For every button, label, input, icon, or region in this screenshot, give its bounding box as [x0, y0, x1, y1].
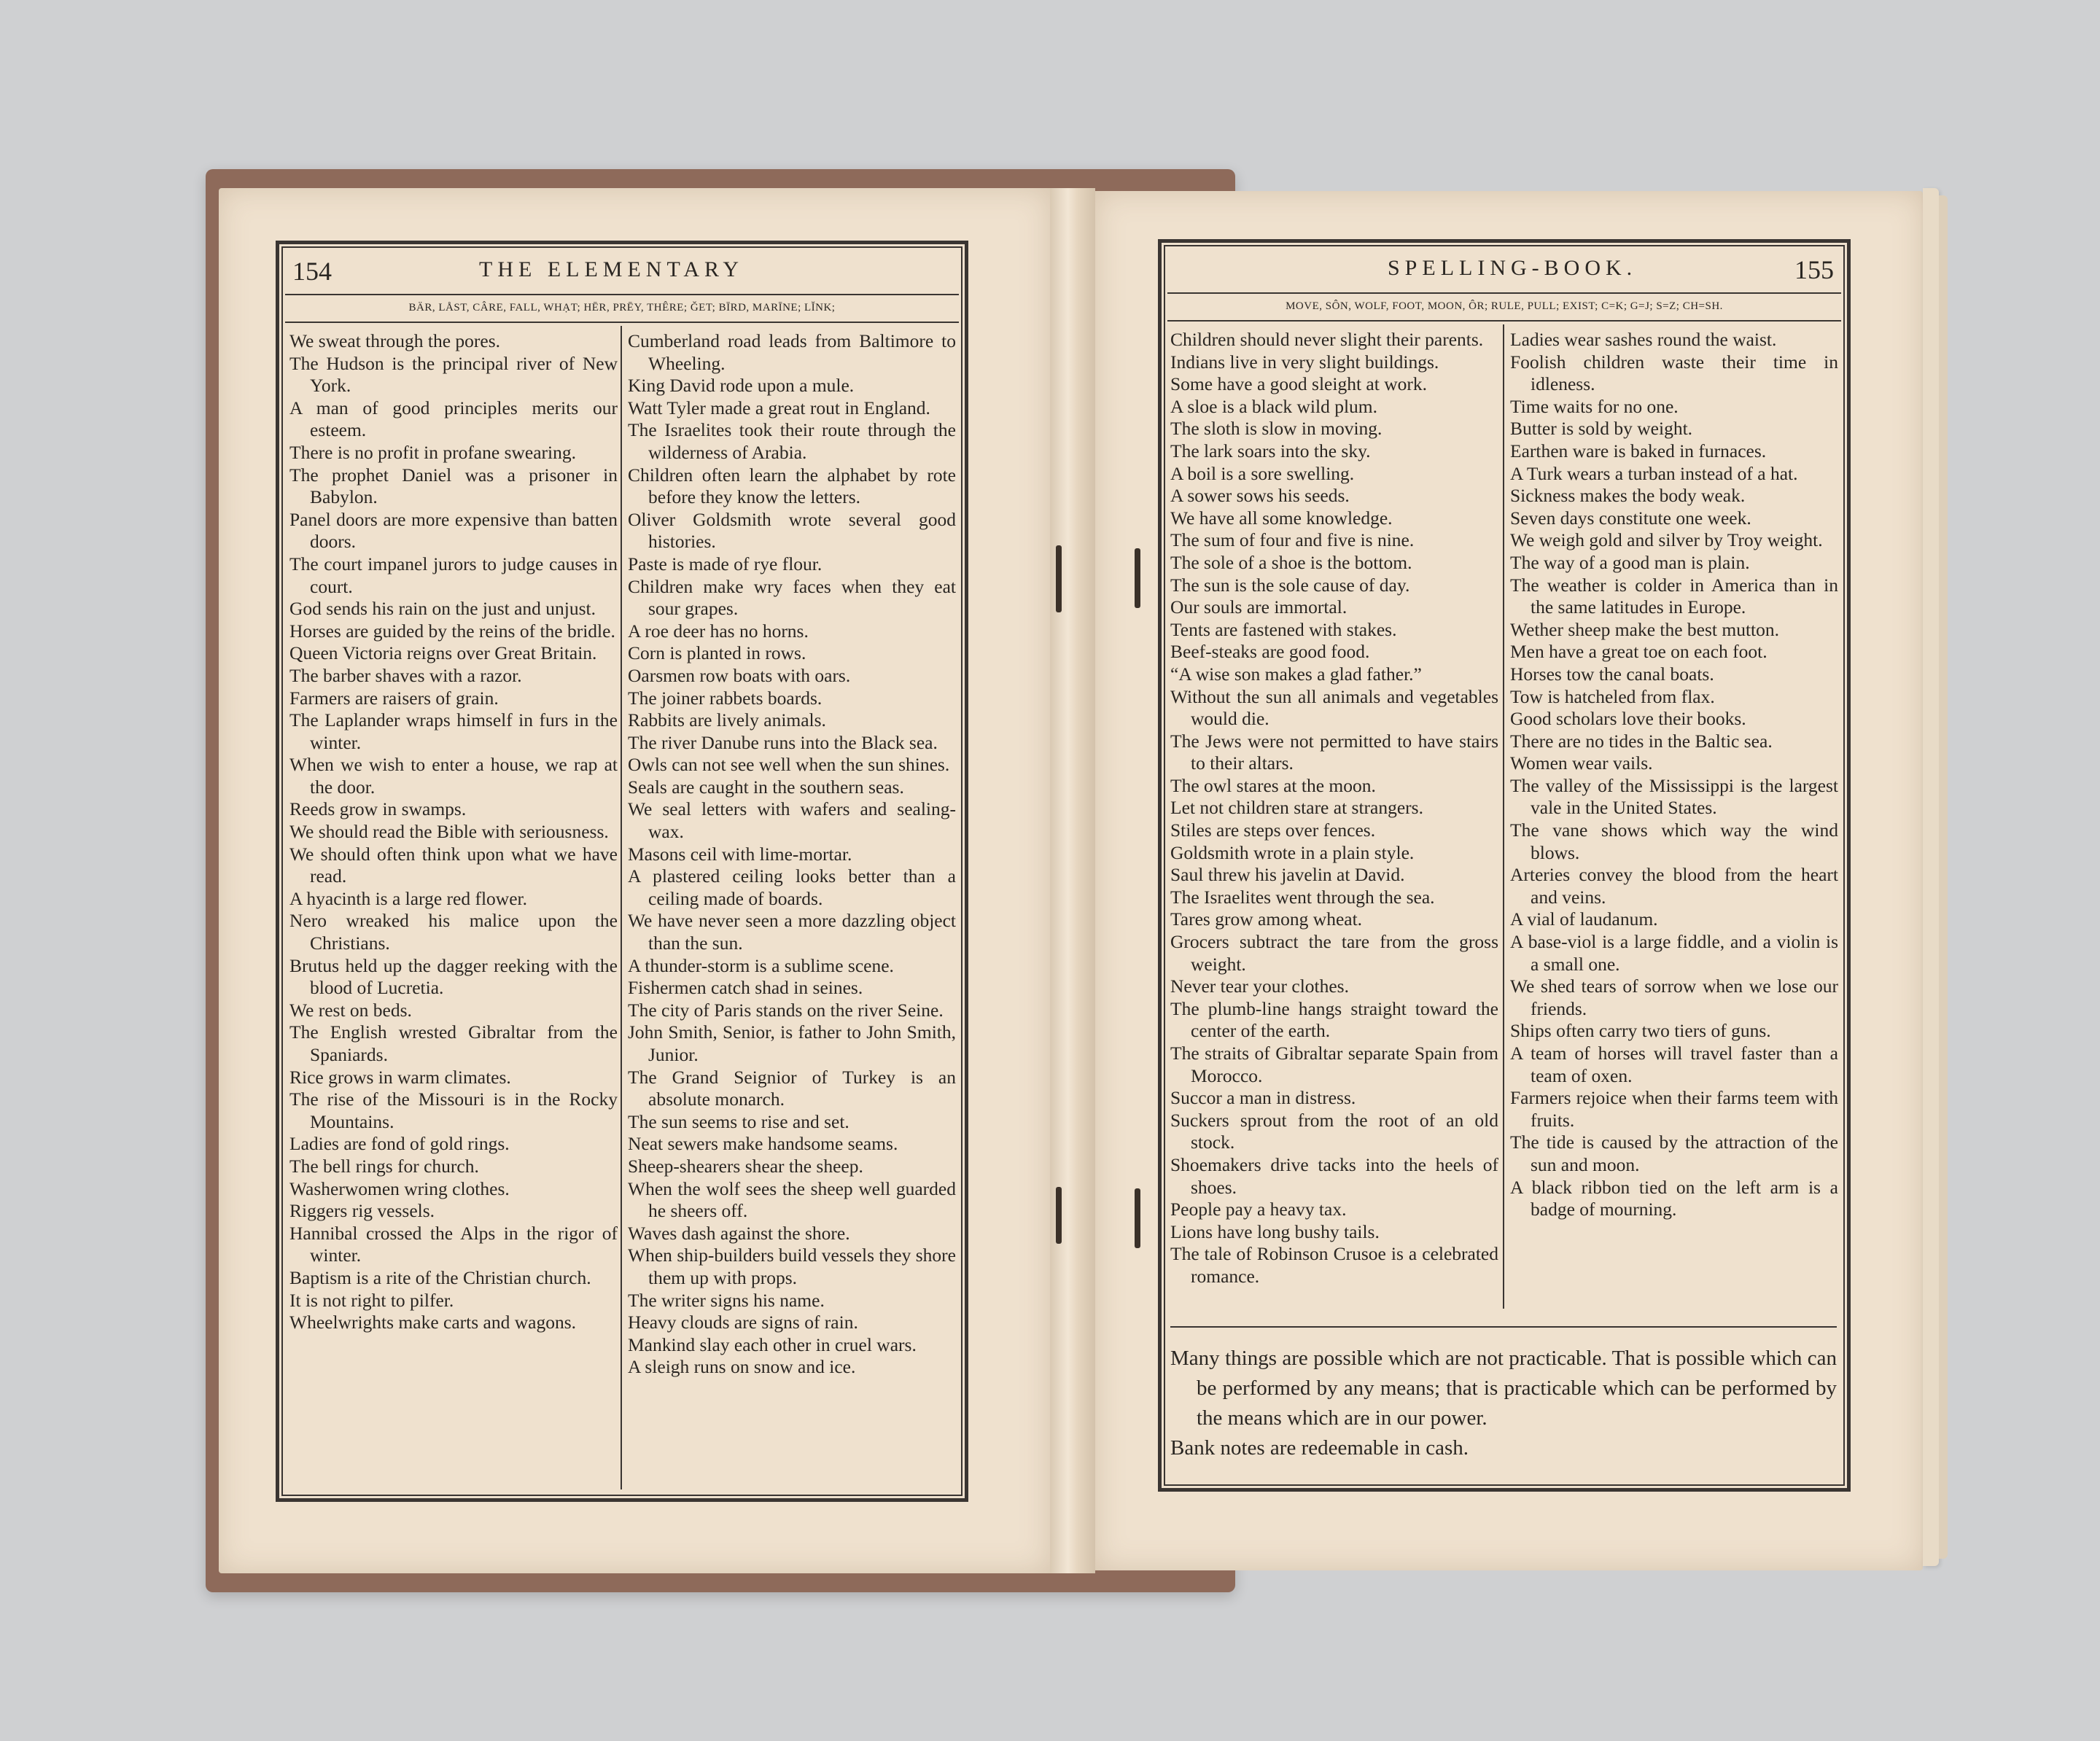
sentence-line: We rest on beds. — [289, 999, 412, 1021]
right-column-2 — [1510, 329, 1838, 1221]
sentence-line: Corn is planted in rows. — [628, 642, 806, 664]
sentence-line: The way of a good man is plain. — [1510, 551, 1750, 573]
sentence-line: Farmers rejoice when their farms teem with fruits. — [1510, 1087, 1838, 1131]
sentence-line: Seals are caught in the southern seas. — [628, 776, 904, 798]
sentence-line: The Jews were not permitted to have stairs to their altars. — [1170, 730, 1498, 774]
sentence-line: Fishermen catch shad in seines. — [628, 977, 863, 999]
sentence-line: The plumb-line hangs straight toward the center of the earth. — [1170, 997, 1498, 1042]
sentence-line: A plastered ceiling looks better than a ceiling made of boards. — [628, 865, 956, 909]
sentence-line: The weather is colder in America than in the same latitudes in Europe. — [1510, 574, 1838, 618]
sentence-line: The lark soars into the sky. — [1170, 440, 1371, 461]
sentence-line: The Grand Seignior of Turkey is an absolute monarch. — [628, 1066, 956, 1110]
sentence-line: When ship-builders build vessels they shore them up with props. — [628, 1245, 956, 1288]
pronunciation-key: MOVE, SÔN, WOLF, FOOT, MOON, ÔR; RULE, PULL; EXIST; C=K; G=J; S=Z; CH=SH. — [1167, 292, 1841, 322]
left-column-1 — [289, 330, 618, 1334]
sentence-line: Nero wreaked his malice upon the Christians. — [289, 910, 618, 954]
closing-text — [1170, 1326, 1837, 1463]
binding-stitch — [1135, 1188, 1140, 1248]
sentence-line: The joiner rabbets boards. — [628, 687, 822, 709]
sentence-line: Butter is sold by weight. — [1510, 418, 1693, 440]
sentence-line: The sloth is slow in moving. — [1170, 418, 1382, 440]
page-edge — [1939, 195, 1948, 1559]
sentence-line: A sower sows his seeds. — [1170, 485, 1350, 507]
sentence-line: The valley of the Mississippi is the largest vale in the United States. — [1510, 774, 1838, 819]
sentence-line: Panel doors are more expensive than batten doors. — [289, 508, 618, 553]
sentence-line: Rabbits are lively animals. — [628, 709, 826, 731]
sentence-line: Seven days constitute one week. — [1510, 507, 1751, 529]
sentence-line: Children make wry faces when they eat sour grapes. — [628, 575, 956, 620]
sentence-line: The Laplander wraps himself in furs in the winter. — [289, 709, 618, 753]
sentence-line: A Turk wears a turban instead of a hat. — [1510, 462, 1798, 484]
sentence-line: We weigh gold and silver by Troy weight. — [1510, 529, 1823, 551]
sentence-line: The English wrested Gibraltar from the Spaniards. — [289, 1021, 618, 1065]
right-page-frame — [1158, 239, 1851, 1492]
column-divider — [621, 326, 622, 1489]
sentence-line: Ships often carry two tiers of guns. — [1510, 1020, 1771, 1042]
sentence-line: A sleigh runs on snow and ice. — [628, 1356, 856, 1378]
sentence-line: Farmers are raisers of grain. — [289, 687, 499, 709]
page-number: 154 — [292, 257, 332, 286]
sentence-line: Sheep-shearers shear the sheep. — [628, 1155, 863, 1177]
sentence-line: The tale of Robinson Crusoe is a celebrated romance. — [1170, 1243, 1498, 1287]
sentence-line: The Hudson is the principal river of New York. — [289, 352, 618, 397]
pronunciation-key: BÄR, LÅST, CÂRE, FALL, WHẠT; HĒR, PRĒY, THÊRE; ĞET; BĪRD, MARĪNE; LĬNK; — [285, 294, 959, 323]
sentence-line: When we wish to enter a house, we rap at the door. — [289, 754, 618, 798]
left-page-frame — [276, 241, 968, 1502]
sentence-line: Washerwomen wring clothes. — [289, 1177, 510, 1199]
sentence-line: Watt Tyler made a great rout in England. — [628, 397, 930, 418]
page-edge — [1923, 188, 1939, 1566]
sentence-line: Children should never slight their parents. — [1170, 329, 1484, 350]
sentence-line: Masons ceil with lime-mortar. — [628, 843, 852, 865]
sentence-line: Baptism is a rite of the Christian church. — [289, 1266, 591, 1288]
sentence-line: There is no profit in profane swearing. — [289, 441, 576, 463]
sentence-line: The Israelites went through the sea. — [1170, 886, 1435, 908]
sentence-line: The city of Paris stands on the river Seine. — [628, 999, 944, 1021]
running-head: SPELLING-BOOK. — [1388, 256, 1638, 280]
sentence-line: Ladies wear sashes round the waist. — [1510, 329, 1777, 350]
sentence-line: Oarsmen row boats with oars. — [628, 664, 851, 686]
sentence-line: Time waits for no one. — [1510, 395, 1679, 417]
sentence-line: Tents are fastened with stakes. — [1170, 618, 1397, 640]
sentence-line: The sun is the sole cause of day. — [1170, 574, 1410, 596]
sentence-line: John Smith, Senior, is father to John Smith, Junior. — [628, 1021, 956, 1065]
sentence-line: Good scholars love their books. — [1510, 708, 1746, 730]
sentence-line: The sum of four and five is nine. — [1170, 529, 1415, 551]
sentence-line: The bell rings for church. — [289, 1155, 479, 1177]
sentence-line: Ladies are fond of gold rings. — [289, 1133, 510, 1155]
sentence-line: Queen Victoria reigns over Great Britain. — [289, 642, 597, 664]
sentence-line: Suckers sprout from the root of an old stock. — [1170, 1109, 1498, 1153]
book-gutter — [1050, 188, 1095, 1573]
sentence-line: Hannibal crossed the Alps in the rigor of winter. — [289, 1222, 618, 1266]
sentence-line: Mankind slay each other in cruel wars. — [628, 1333, 917, 1355]
sentence-line: A base-viol is a large fiddle, and a violin is a small one. — [1510, 931, 1838, 975]
sentence-line: The court impanel jurors to judge causes in court. — [289, 553, 618, 597]
sentence-line: A boil is a sore swelling. — [1170, 462, 1355, 484]
left-header — [279, 250, 965, 288]
sentence-line: A team of horses will travel faster than a team of oxen. — [1510, 1043, 1838, 1086]
sentence-line: Owls can not see well when the sun shines. — [628, 754, 950, 776]
sentence-line: The tide is caused by the attraction of the sun and moon. — [1510, 1132, 1838, 1175]
column-divider — [1503, 324, 1504, 1309]
sentence-line: The rise of the Missouri is in the Rocky Mountains. — [289, 1088, 618, 1132]
sentence-line: We should often think upon what we have read. — [289, 843, 618, 887]
sentence-line: Goldsmith wrote in a plain style. — [1170, 841, 1415, 863]
sentence-line: Saul threw his javelin at David. — [1170, 864, 1405, 886]
sentence-line: Beef-steaks are good food. — [1170, 641, 1370, 663]
sentence-line: Reeds grow in swamps. — [289, 798, 467, 820]
sentence-line: A man of good principles merits our esteem. — [289, 397, 618, 441]
sentence-line: We shed tears of sorrow when we lose our friends. — [1510, 975, 1838, 1019]
binding-stitch — [1056, 545, 1062, 612]
sentence-line: The barber shaves with a razor. — [289, 664, 522, 686]
sentence-line: Our souls are immortal. — [1170, 596, 1348, 618]
binding-stitch — [1056, 1187, 1062, 1244]
sentence-line: Wheelwrights make carts and wagons. — [289, 1312, 576, 1333]
sentence-line: Neat sewers make handsome seams. — [628, 1133, 898, 1155]
sentence-line: Paste is made of rye flour. — [628, 553, 822, 575]
sentence-line: Lions have long bushy tails. — [1170, 1220, 1380, 1242]
sentence-line: Succor a man in distress. — [1170, 1087, 1356, 1109]
sentence-line: We have all some knowledge. — [1170, 507, 1393, 529]
sentence-line: The Israelites took their route through the wilderness of Arabia. — [628, 419, 956, 463]
sentence-line: The sole of a shoe is the bottom. — [1170, 551, 1412, 573]
sentence-line: Women wear vails. — [1510, 752, 1653, 774]
running-head: THE ELEMENTARY — [479, 257, 744, 281]
sentence-line: The prophet Daniel was a prisoner in Babylon. — [289, 464, 618, 508]
sentence-line: Let not children stare at strangers. — [1170, 797, 1423, 819]
sentence-line: Oliver Goldsmith wrote several good histories. — [628, 508, 956, 553]
page-number: 155 — [1794, 255, 1834, 284]
sentence-line: Tares grow among wheat. — [1170, 908, 1363, 930]
sentence-line: The river Danube runs into the Black sea. — [628, 731, 938, 753]
sentence-line: Tow is hatcheled from flax. — [1510, 685, 1715, 707]
sentence-line: Cumberland road leads from Baltimore to Wheeling. — [628, 330, 956, 374]
sentence-line: Shoemakers drive tacks into the heels of shoes. — [1170, 1153, 1498, 1198]
binding-stitch — [1135, 548, 1140, 608]
sentence-line: Horses tow the canal boats. — [1510, 663, 1714, 685]
sentence-line: A thunder-storm is a sublime scene. — [628, 954, 894, 976]
sentence-line: Foolish children waste their time in idleness. — [1510, 351, 1838, 395]
sentence-line: Bank notes are redeemable in cash. — [1170, 1436, 1469, 1460]
sentence-line: The vane shows which way the wind blows. — [1510, 819, 1838, 863]
sentence-line: We should read the Bible with seriousness. — [289, 821, 609, 843]
sentence-line: Riggers rig vessels. — [289, 1200, 435, 1222]
sentence-line: The writer signs his name. — [628, 1289, 825, 1311]
sentence-line: People pay a heavy tax. — [1170, 1199, 1347, 1220]
sentence-line: The owl stares at the moon. — [1170, 774, 1376, 796]
sentence-line: Earthen ware is baked in furnaces. — [1510, 440, 1767, 461]
sentence-line: Brutus held up the dagger reeking with the blood of Lucretia. — [289, 954, 618, 999]
sentence-line: We sweat through the pores. — [289, 330, 500, 351]
sentence-line: King David rode upon a mule. — [628, 375, 855, 397]
sentence-line: A roe deer has no horns. — [628, 620, 809, 642]
sentence-line: Stiles are steps over fences. — [1170, 819, 1376, 841]
sentence-line: Some have a good sleight at work. — [1170, 373, 1427, 395]
sentence-line: Waves dash against the shore. — [628, 1222, 850, 1244]
sentence-line: Rice grows in warm climates. — [289, 1066, 511, 1088]
sentence-line: The straits of Gibraltar separate Spain from Morocco. — [1170, 1043, 1498, 1086]
right-column-1 — [1170, 329, 1498, 1288]
sentence-line: Horses are guided by the reins of the bridle. — [289, 620, 615, 642]
sentence-line: Sickness makes the body weak. — [1510, 485, 1746, 507]
sentence-line: The sun seems to rise and set. — [628, 1110, 849, 1132]
sentence-line: “A wise son makes a glad father.” — [1170, 663, 1422, 685]
sentence-line: Never tear your clothes. — [1170, 975, 1349, 997]
left-column-2 — [628, 330, 956, 1379]
sentence-line: Wether sheep make the best mutton. — [1510, 618, 1780, 640]
sentence-line: Grocers subtract the tare from the gross weight. — [1170, 931, 1498, 975]
sentence-line: Men have a great toe on each foot. — [1510, 641, 1768, 663]
sentence-line: Children often learn the alphabet by rote before they know the letters. — [628, 464, 956, 508]
sentence-line: God sends his rain on the just and unjust. — [289, 598, 596, 620]
sentence-line: It is not right to pilfer. — [289, 1289, 454, 1311]
sentence-line: Heavy clouds are signs of rain. — [628, 1312, 858, 1333]
sentence-line: There are no tides in the Baltic sea. — [1510, 730, 1773, 752]
sentence-line: A vial of laudanum. — [1510, 908, 1658, 930]
sentence-line: Without the sun all animals and vegetables would die. — [1170, 685, 1498, 730]
sentence-line: Arteries convey the blood from the heart and veins. — [1510, 864, 1838, 908]
sentence-line: We seal letters with wafers and sealing-wax. — [628, 798, 956, 843]
sentence-line: Indians live in very slight buildings. — [1170, 351, 1439, 373]
sentence-line: We have never seen a more dazzling object than the sun. — [628, 910, 956, 954]
sentence-line: A sloe is a black wild plum. — [1170, 395, 1378, 417]
sentence-line: A black ribbon tied on the left arm is a badge of mourning. — [1510, 1176, 1838, 1220]
sentence-line: Many things are possible which are not practicable. That is possible which can be performed by any means; that is practicable which can be performed by the means which are in our power. — [1170, 1347, 1837, 1430]
sentence-line: When the wolf sees the sheep well guarded he sheers off. — [628, 1177, 956, 1222]
right-header — [1162, 249, 1847, 287]
sentence-line: A hyacinth is a large red flower. — [289, 887, 527, 909]
